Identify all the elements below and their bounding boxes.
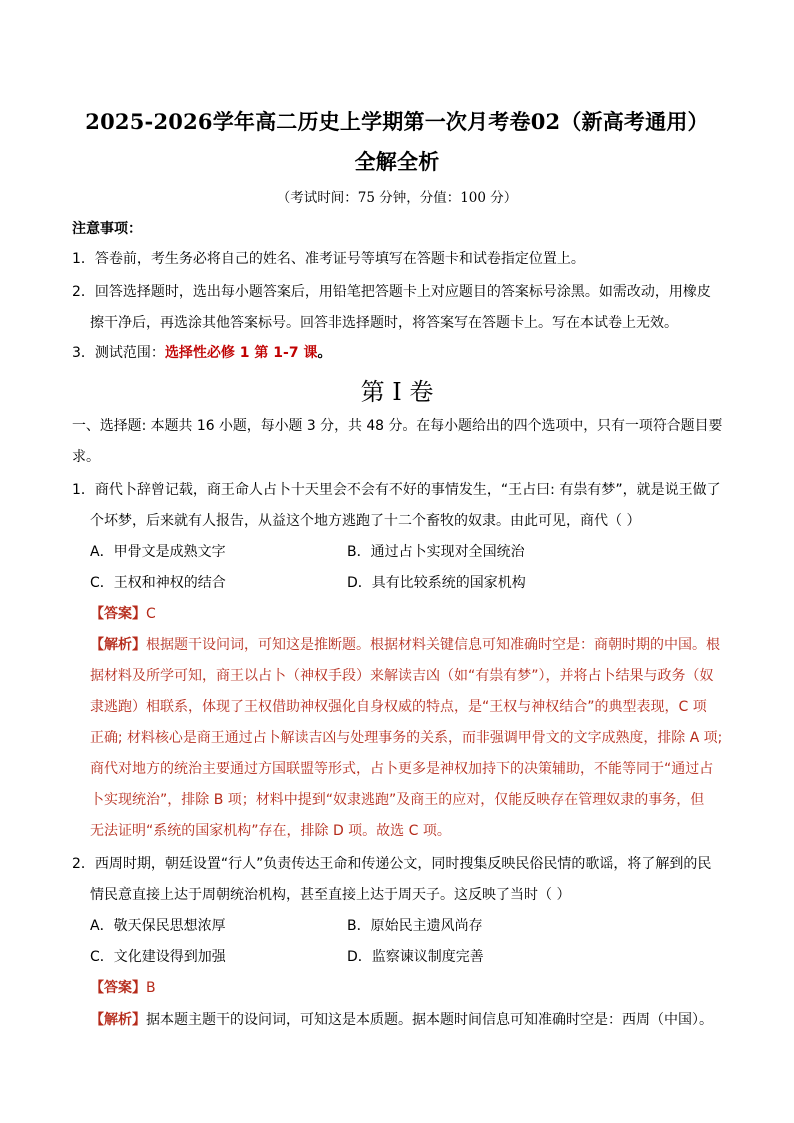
q1-answer-label: 【答案】 [90, 606, 146, 622]
q1-analysis-line-2: 据材料及所学可知，商王以占卜（神权手段）来解读吉凶（如“有祟有梦”），并将占卜结果与政务（奴 [90, 668, 714, 684]
q1-option-a: A．甲骨文是成熟文字 [90, 544, 226, 560]
q2-analysis-text-1: 据本题主题干的设问词，可知这是本质题。据本题时间信息可知准确时空是：西周（中国）。 [146, 1012, 713, 1028]
q1-stem-line-2: 个坏梦，后来就有人报告，从益这个地方逃跑了十二个畜牧的奴隶。由此可见，商代（ ） [90, 513, 641, 529]
notes-item-2-line-1: 2．回答选择题时，选出每小题答案后，用铅笔把答题卡上对应题目的答案标号涂黑。如需改动，用橡皮 [72, 284, 711, 300]
q2-answer-value: B [146, 980, 156, 996]
q1-answer-value: C [146, 606, 156, 622]
q1-analysis-line-1 [90, 634, 720, 654]
q2-analysis-label: 【解析】 [90, 1012, 146, 1028]
q1-analysis-line-3: 隶逃跑）相联系，体现了王权借助神权强化自身权威的特点，是“王权与神权结合”的典型表现，C 项 [90, 699, 707, 715]
section-intro-line-1: 一、选择题: 本题共 16 小题，每小题 3 分，共 48 分。在每小题给出的四个选项中，只有一项符合题目要 [72, 418, 723, 434]
q2-option-a: A．敬天保民思想浓厚 [90, 918, 226, 934]
q2-answer [90, 977, 156, 997]
document-subtitle: 全解全析 [354, 149, 440, 174]
q1-option-c: C．王权和神权的结合 [90, 575, 226, 591]
q1-stem-line-1: 1．商代卜辞曾记载，商王命人占卜十天里会不会有不好的事情发生，“王占曰: 有祟有梦”，就是说王做了 [72, 482, 721, 498]
notes-item-3-suffix: 。 [317, 345, 332, 361]
exam-info: （考试时间：75 分钟，分值：100 分） [276, 190, 518, 206]
q1-option-d: D．具有比较系统的国家机构 [347, 575, 526, 591]
q1-answer [90, 603, 156, 623]
section-intro-line-2: 求。 [72, 449, 100, 465]
q2-option-c: C．文化建设得到加强 [90, 949, 226, 965]
q2-option-d: D．监察谏议制度完善 [347, 949, 484, 965]
q2-stem-line-1: 2．西周时期，朝廷设置“行人”负责传达王命和传递公文，同时搜集反映民俗民情的歌谣，将了解到的民 [72, 856, 712, 872]
test-range: 选择性必修 1 第 1-7 课 [164, 345, 318, 361]
notes-item-1: 1．答卷前，考生务必将自己的姓名、准考证号等填写在答题卡和试卷指定位置上。 [72, 251, 585, 267]
q1-option-b: B．通过占卜实现对全国统治 [347, 544, 525, 560]
q2-analysis-line-1 [90, 1009, 713, 1029]
notes-item-3-prefix: 3．测试范围： [72, 345, 165, 361]
q2-option-b: B．原始民主遗风尚存 [347, 918, 483, 934]
q1-analysis-text-1: 根据题干设问词，可知这是推断题。根据材料关键信息可知准确时空是：商朝时期的中国。根 [146, 637, 720, 653]
notes-item-3 [72, 342, 331, 362]
notes-heading: 注意事项： [72, 221, 142, 237]
q2-answer-label: 【答案】 [90, 980, 146, 996]
notes-item-2-line-2: 擦干净后，再选涂其他答案标号。回答非选择题时，将答案写在答题卡上。写在本试卷上无效。 [90, 315, 678, 331]
q1-analysis-label: 【解析】 [90, 637, 146, 653]
q1-analysis-line-7: 无法证明“系统的国家机构”存在，排除 D 项。故选 C 项。 [90, 823, 451, 839]
q1-analysis-line-6: 卜实现统治”，排除 B 项；材料中提到“奴隶逃跑”及商王的应对，仅能反映存在管理奴隶的事务，但 [90, 792, 705, 808]
document-title: 2025-2026学年高二历史上学期第一次月考卷02（新高考通用） [85, 109, 709, 134]
q1-analysis-line-5: 商代对地方的统治主要通过方国联盟等形式，占卜更多是神权加持下的决策辅助，不能等同于“通过占 [90, 761, 714, 777]
q2-stem-line-2: 情民意直接上达于周朝统治机构，甚至直接上达于周天子。这反映了当时（ ） [90, 887, 571, 903]
q1-analysis-line-4: 正确; 材料核心是商王通过占卜解读吉凶与处理事务的关系，而非强调甲骨文的文字成熟度，排除 A 项; [90, 730, 723, 746]
volume-heading: 第 I 卷 [360, 378, 434, 406]
